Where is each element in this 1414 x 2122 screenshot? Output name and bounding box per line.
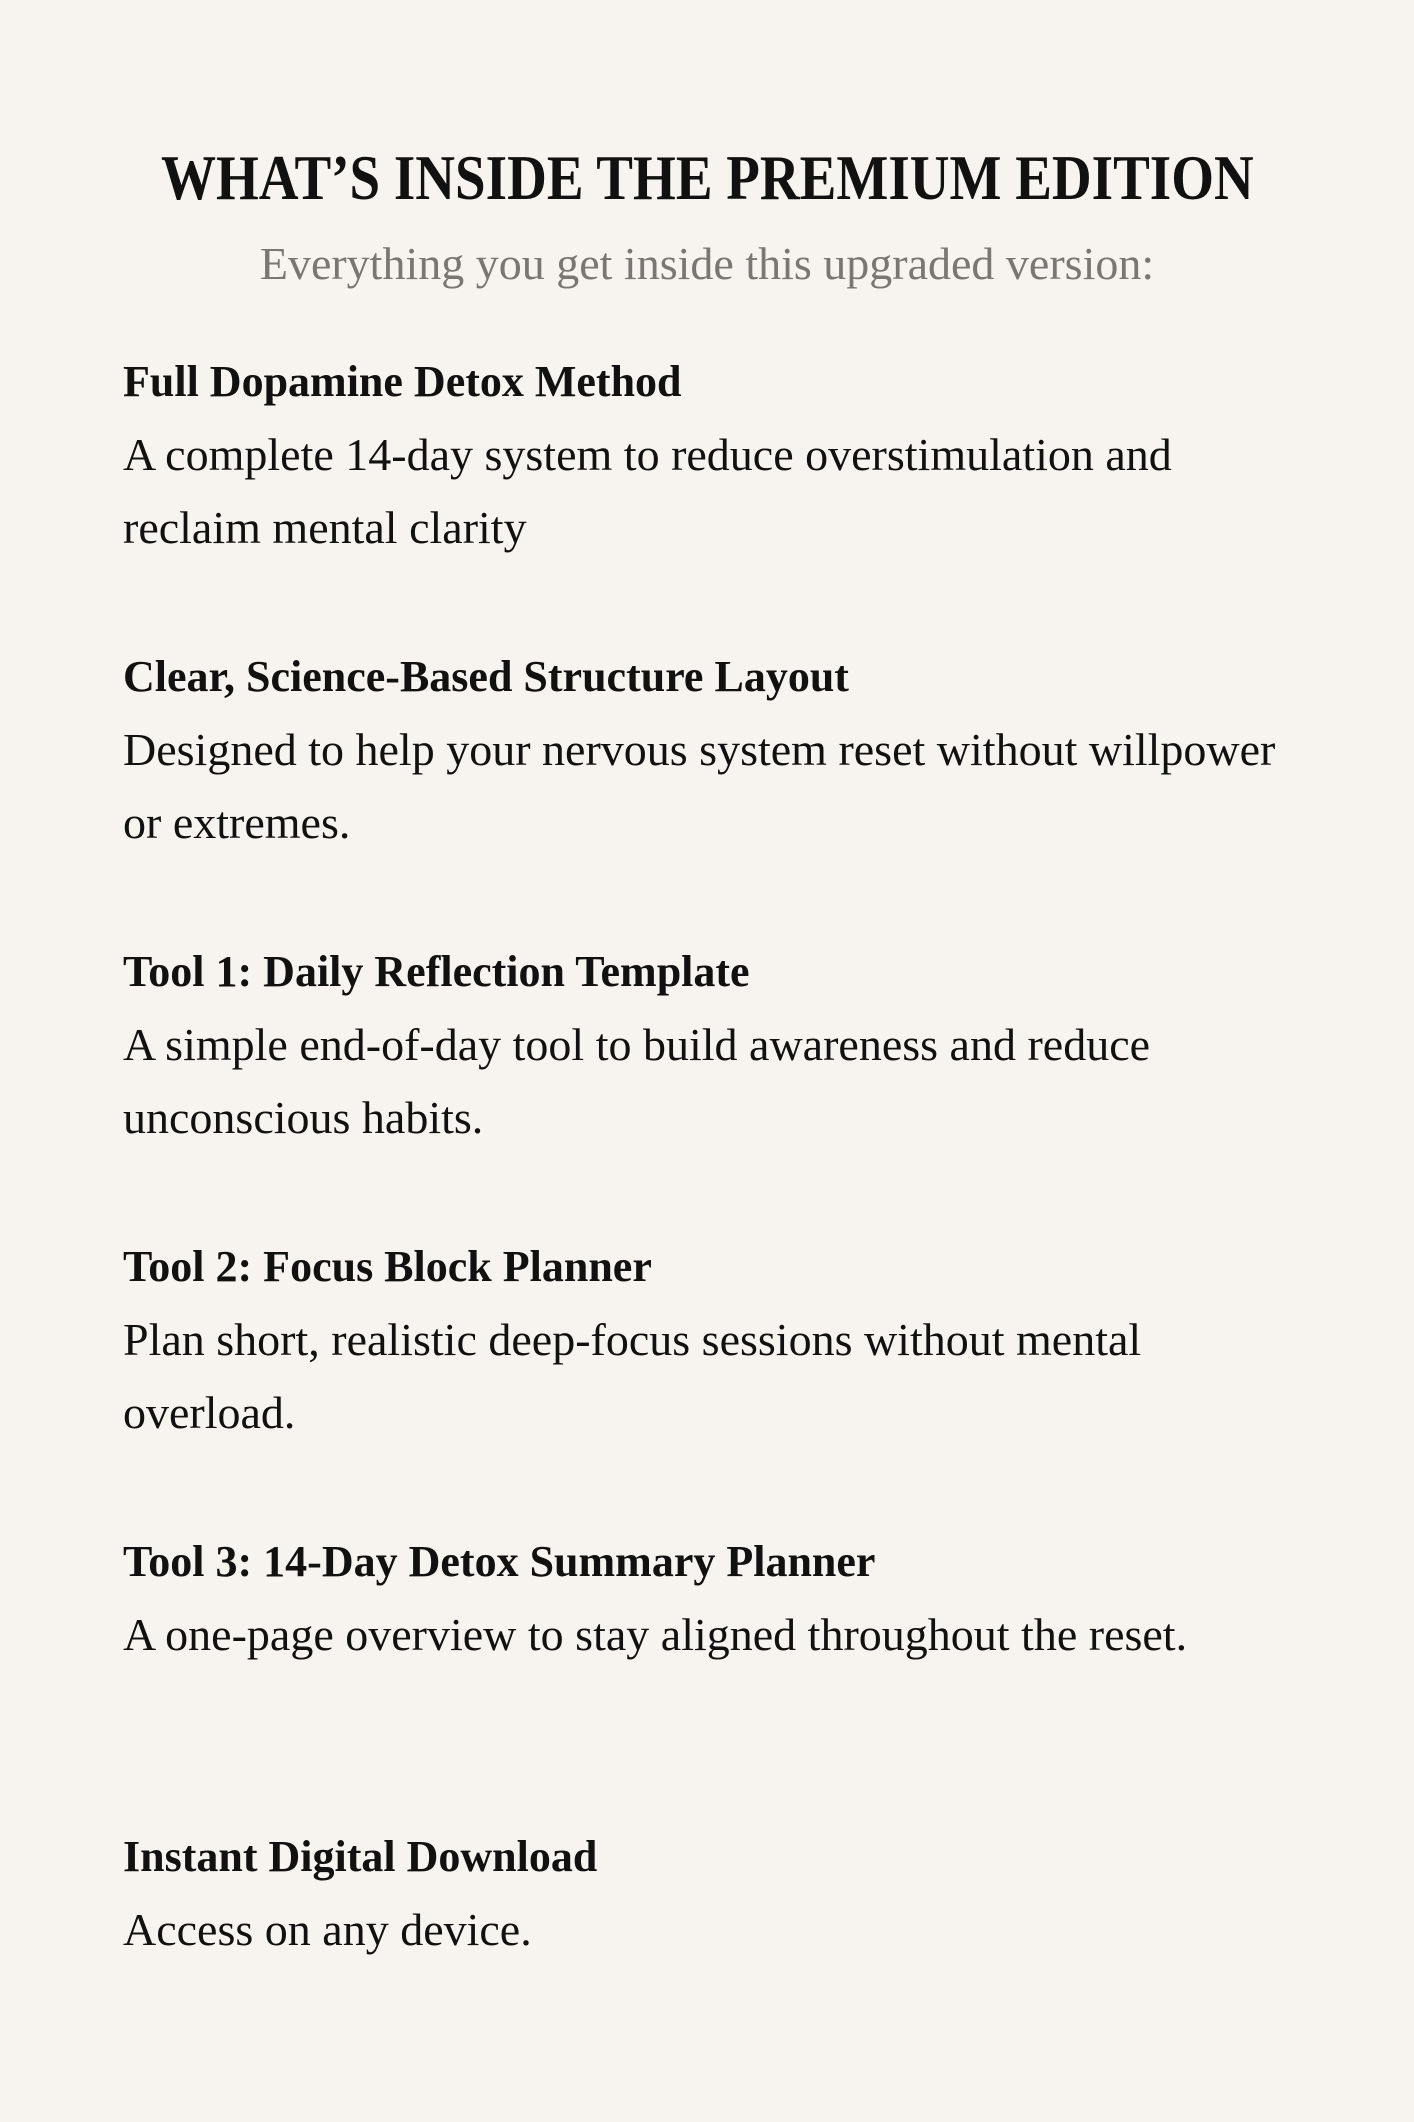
feature-heading: Instant Digital Download xyxy=(123,1832,598,1881)
feature-heading: Tool 1: Daily Reflection Template xyxy=(123,947,750,996)
feature-heading: Tool 2: Focus Block Planner xyxy=(123,1242,652,1291)
feature-description: A one-page overview to stay aligned throughout the reset. xyxy=(123,1609,1188,1660)
feature-section xyxy=(123,1532,1323,1827)
page-title-container xyxy=(0,140,1414,216)
feature-description: Plan short, realistic deep-focus sessions without mental overload. xyxy=(123,1314,1142,1438)
page-title: WHAT’S INSIDE THE PREMIUM EDITION xyxy=(160,142,1254,213)
feature-heading: Full Dopamine Detox Method xyxy=(123,357,682,406)
feature-section xyxy=(123,1827,1323,2122)
feature-heading: Tool 3: 14-Day Detox Summary Planner xyxy=(123,1537,876,1586)
feature-section xyxy=(123,352,1323,647)
feature-list xyxy=(0,352,1323,2122)
feature-description: Access on any device. xyxy=(123,1904,532,1955)
feature-description: Designed to help your nervous system reset without willpower or extremes. xyxy=(123,724,1276,848)
page-subtitle: Everything you get inside this upgraded version: xyxy=(259,238,1155,289)
feature-section xyxy=(123,647,1323,942)
feature-description: A complete 14-day system to reduce overstimulation and reclaim mental clarity xyxy=(123,429,1172,553)
feature-description: A simple end-of-day tool to build awareness and reduce unconscious habits. xyxy=(123,1019,1151,1143)
feature-section xyxy=(123,942,1323,1237)
feature-heading: Clear, Science-Based Structure Layout xyxy=(123,652,849,701)
feature-section xyxy=(123,1237,1323,1532)
